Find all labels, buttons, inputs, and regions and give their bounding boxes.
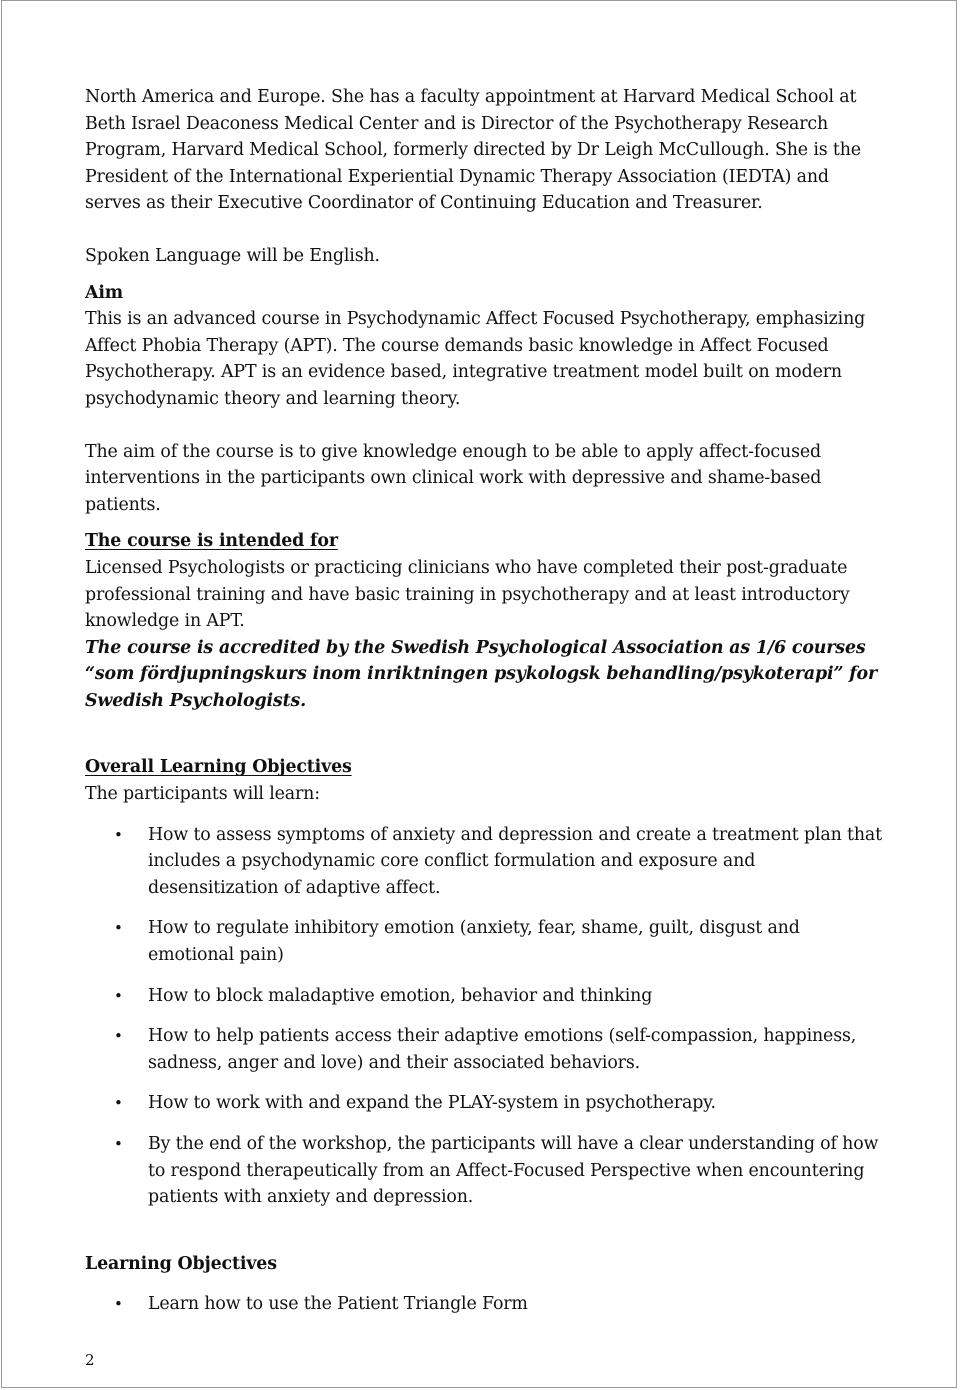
list-item <box>85 1131 885 1211</box>
page-number: 2 <box>85 1351 95 1369</box>
bullet-icon: • <box>114 1094 123 1113</box>
intro-paragraph: North America and Europe. She has a faculty appointment at Harvard Medical School at Beth Israel Deaconess Medical Center and is Director of the Psychotherapy Research Program, Harvard Medical School, formerly directed by Dr Leigh McCullough. She is the President of the International Experiential Dynamic Therapy Association (IEDTA) and serves as their Executive Coordinator of Continuing Education and Treasurer. <box>85 87 861 214</box>
accreditation-note: The course is accredited by the Swedish Psychological Association as 1/6 courses “som fördjupningskurs inom inriktningen psykologsk behandling/psykoterapi” for Swedish Psychologists. <box>85 637 877 711</box>
list-item-text: How to regulate inhibitory emotion (anxiety, fear, shame, guilt, disgust and emotional pain) <box>148 918 800 966</box>
list-item <box>85 1090 885 1117</box>
bullet-icon: • <box>114 1295 123 1314</box>
aim-paragraph-1: This is an advanced course in Psychodynamic Affect Focused Psychotherapy, emphasizing Affect Phobia Therapy (APT). The course demands basic knowledge in Affect Focused Psychotherapy. APT is an evidence based, integrative treatment model built on modern psychodynamic theory and learning theory. <box>85 309 866 409</box>
list-item <box>85 822 885 902</box>
bullet-icon: • <box>114 1135 123 1153</box>
bullet-icon: • <box>114 1027 123 1046</box>
list-item-text: How to assess symptoms of anxiety and depression and create a treatment plan that includes a psychodynamic core conflict formulation and exposure and desensitization of adaptive affect. <box>148 824 882 898</box>
bullet-icon: • <box>114 919 123 938</box>
list-item <box>85 915 885 968</box>
list-item <box>85 1023 885 1076</box>
document-body <box>85 84 885 1318</box>
bullet-icon: • <box>114 825 123 844</box>
bullet-icon: • <box>114 986 123 1005</box>
overall-objectives-heading: Overall Learning Objectives <box>85 757 352 778</box>
list-item-text: How to block maladaptive emotion, behavior and thinking <box>148 985 653 1006</box>
list-item-text: How to work with and expand the PLAY-system in psychotherapy. <box>148 1093 716 1114</box>
list-item-text: How to help patients access their adaptive emotions (self-compassion, happiness, sadness, anger and love) and their associated behaviors. <box>148 1026 857 1073</box>
list-item <box>85 983 885 1010</box>
list-item <box>85 1291 885 1318</box>
list-item-text: Learn how to use the Patient Triangle Form <box>148 1294 528 1315</box>
overall-objectives-list <box>85 822 885 1211</box>
aim-heading: Aim <box>85 282 124 303</box>
aim-paragraph-2: The aim of the course is to give knowledge enough to be able to apply affect-focused interventions in the participants own clinical work with depressive and shame-based patients. <box>85 441 822 515</box>
list-item-text: By the end of the workshop, the participants will have a clear understanding of how to respond therapeutically from an Affect-Focused Perspective when encountering patients with anxiety and depression. <box>148 1134 879 1208</box>
language-note: Spoken Language will be English. <box>85 245 380 266</box>
overall-objectives-intro: The participants will learn: <box>85 784 320 805</box>
learning-objectives-heading: Learning Objectives <box>85 1253 277 1274</box>
intended-for-paragraph: Licensed Psychologists or practicing clinicians who have completed their post-graduate professional training and have basic training in psychotherapy and at least introductory knowledge in APT. <box>85 557 850 632</box>
learning-objectives-list <box>85 1291 885 1318</box>
intended-for-heading: The course is intended for <box>85 531 338 552</box>
